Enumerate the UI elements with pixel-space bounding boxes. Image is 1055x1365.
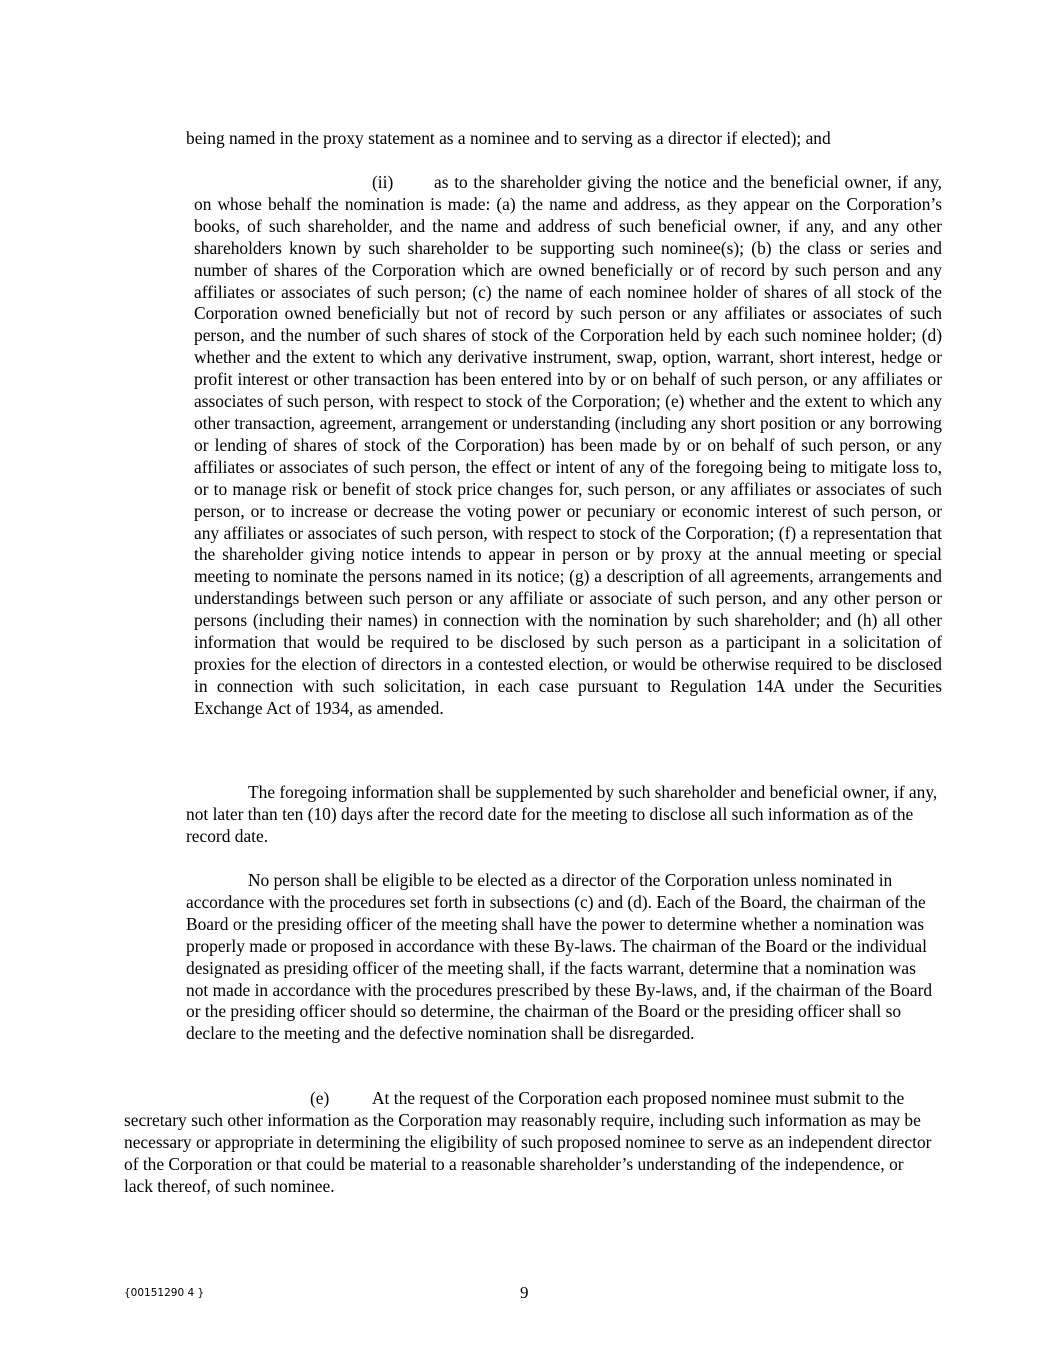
- foregoing-paragraph: The foregoing information shall be supplemented by such shareholder and beneficial owner, if any, not later than ten (10) days after the record date for the meeting to disclose all such information as of the record date.: [186, 782, 938, 846]
- clause-ii-text: as to the shareholder giving the notice and the beneficial owner, if any, on whose behalf the nomination is made: (a) the name and address, as they appear on the Corporation’s books, of such shareholder, and the name and address of such beneficial owner, if any, and any other shareholders known by such shareholder to be supporting such nominee(s); (b) the class or series and number of shares of the Corporation which are owned beneficially or of record by such person and any affiliates or associates of such person; (c) the name of each nominee holder of shares of all stock of the Corporation owned beneficially but not of record by such person or any affiliates or associates of such person, and the number of such shares of stock of the Corporation held by each such nominee holder; (d) whether and the extent to which any derivative instrument, swap, option, warrant, short interest, hedge or profit interest or other transaction has been entered into by or on behalf of such person, or any affiliates or associates of such person, with respect to stock of the Corporation; (e) whether and the extent to which any other transaction, agreement, arrangement or understanding (including any short position or any borrowing or lending of shares of stock of the Corporation) has been made by or on behalf of such person, or any affiliates or associates of such person, the effect or intent of any of the foregoing being to mitigate loss to, or to manage risk or benefit of stock price changes for, such person, or any affiliates or associates of such person, or to increase or decrease the voting power or pecuniary or economic interest of such person, or any affiliates or associates of such person, with respect to stock of the Corporation; (f) a representation that the shareholder giving notice intends to appear in person or by proxy at the annual meeting or special meeting to nominate the persons named in its notice; (g) a description of all agreements, arrangements and understandings between such person or any affiliate or associate of such person, and any other person or persons (including their names) in connection with the nomination by such shareholder; and (h) all other information that would be required to be disclosed by such person as a participant in a solicitation of proxies for the election of directors in a contested election, or would be otherwise required to be disclosed in connection with such solicitation, in each case pursuant to Regulation 14A under the Securities Exchange Act of 1934, as amended.: [194, 172, 942, 718]
- clause-ii-number: (ii): [372, 172, 394, 192]
- page-number: 9: [520, 1283, 529, 1302]
- clause-e-text: At the request of the Corporation each proposed nominee must submit to the secretary such other information as the Corporation may reasonably require, including such information as may be necessary or appropriate in determining the eligibility of such proposed nominee to serve as an independent director of the Corporation or that could be material to a reasonable shareholder’s understanding of the independence, or lack thereof, of such nominee.: [124, 1088, 932, 1196]
- clause-e-paragraph: [124, 1088, 936, 1198]
- no-person-paragraph: No person shall be eligible to be elected as a director of the Corporation unless nominated in accordance with the procedures set forth in subsections (c) and (d). Each of the Board, the chairman of the Board or the presiding officer of the meeting shall have the power to determine whether a nomination was properly made or proposed in accordance with these By-laws. The chairman of the Board or the individual designated as presiding officer of the meeting shall, if the facts warrant, determine that a nomination was not made in accordance with the procedures prescribed by these By-laws, and, if the chairman of the Board or the presiding officer should so determine, the chairman of the Board or the presiding officer shall so declare to the meeting and the defective nomination shall be disregarded.: [186, 870, 933, 1044]
- footer-document-id: {00151290 4 }: [124, 1287, 205, 1299]
- clause-ii-paragraph: [194, 172, 942, 720]
- continuation-paragraph: being named in the proxy statement as a nominee and to serving as a director if elected); and: [186, 128, 831, 148]
- clause-e-number: (e): [310, 1088, 330, 1108]
